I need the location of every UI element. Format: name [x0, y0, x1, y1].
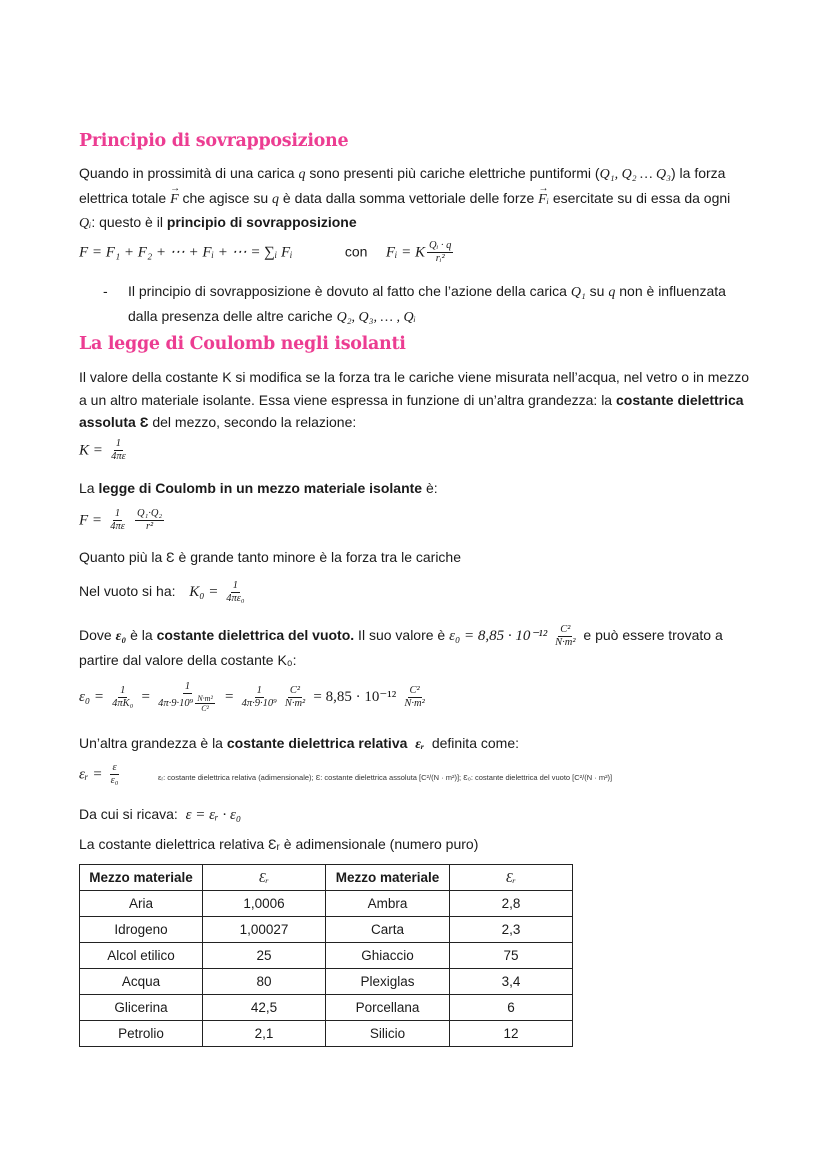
cell: Carta — [326, 917, 450, 943]
table-row — [80, 995, 573, 1021]
epsilon-force-note: Quanto più la Ɛ è grande tanto minore è la forza tra le cariche — [79, 549, 462, 565]
cell: Ghiaccio — [326, 943, 450, 969]
cell: Acqua — [80, 969, 203, 995]
cell: 75 — [450, 943, 573, 969]
cell: Glicerina — [80, 995, 203, 1021]
header-er-1: Ɛᵣ — [203, 865, 326, 891]
cell: 1,00027 — [203, 917, 326, 943]
vacuum-constant: Nel vuoto si ha: K₀ = $\frac{1}{\text{4πε₀}}$ — [79, 580, 245, 604]
superposition-formula: F = F₁ + F₂ + ⋯ + Fᵢ + ⋯ = ∑ᵢ Fᵢ con Fᵢ = K $\frac{\text{Qᵢ · q}}{\text{rᵢ²}}$ — [79, 240, 452, 264]
header-material-1: Mezzo materiale — [80, 865, 203, 891]
permittivity-table — [79, 864, 573, 1047]
cell: Silicio — [326, 1021, 450, 1047]
superposition-bullet: - Il principio di sovrapposizione è dovuto al fatto che l’azione della carica Q₁ su q non è influenzata dalla presenza delle altre cariche Q₂, Q₃, … , Qᵢ — [103, 280, 726, 329]
cell: 80 — [203, 969, 326, 995]
table-header-row — [80, 865, 573, 891]
vacuum-permittivity-paragraph: Dove ε₀ è la costante dielettrica del vuoto. Il suo valore è ε₀ = 8,85 · 10⁻¹² $\frac{\text{C²}}{\text{N·m²}}$ e può essere trovato a partire dal valore della costante K₀: — [79, 624, 723, 668]
section-title-coulomb-insulators: La legge di Coulomb negli isolanti — [79, 334, 406, 354]
bullet-marker: - — [103, 283, 108, 299]
table-row — [80, 917, 573, 943]
header-material-2: Mezzo materiale — [326, 865, 450, 891]
header-er-2: Ɛᵣ — [450, 865, 573, 891]
relative-permittivity-note: εᵣ: costante dielettrica relativa (adimensionale); Ɛ: costante dielettrica assoluta [C²/(N · m²)]; Ɛ₀: costante dielettrica del vuoto [C²/(N · m²)] — [158, 773, 613, 782]
table-row — [80, 969, 573, 995]
cell: 1,0006 — [203, 891, 326, 917]
table-row — [80, 891, 573, 917]
cell: 42,5 — [203, 995, 326, 1021]
dielectric-paragraph: Il valore della costante K si modifica se la forza tra le cariche viene misurata nell’acqua, nel vetro o in mezzo a un altro materiale isolante. Essa viene espressa in funzione di un’altra grandezza: la costante dielettrica assoluta Ɛ del mezzo, secondo la relazione: — [79, 369, 749, 430]
cell: 2,1 — [203, 1021, 326, 1047]
cell: 6 — [450, 995, 573, 1021]
cell: 2,8 — [450, 891, 573, 917]
coulomb-law-intro: La legge di Coulomb in un mezzo materiale isolante è: — [79, 480, 438, 496]
relative-permittivity-formula: εᵣ = $\frac{\varepsilon}{\text{ε₀}}$ — [79, 762, 119, 786]
derive-formula: Da cui si ricava: ε = εᵣ · ε₀ — [79, 806, 242, 823]
table-row — [80, 943, 573, 969]
cell: 2,3 — [450, 917, 573, 943]
cell: Petrolio — [80, 1021, 203, 1047]
cell: Ambra — [326, 891, 450, 917]
section-title-superposition: Principio di sovrapposizione — [79, 131, 349, 151]
table-row — [80, 1021, 573, 1047]
cell: 3,4 — [450, 969, 573, 995]
vacuum-permittivity-derivation: ε₀ = $\frac{1}{\text{4πK₀}}$ = 1 4π·9·10⁹ $\frac{\text{N·m²}}{\text{C²}}$ = $\frac{1}{\text{4π·9·10⁹}}$ $\frac{\text{C²}}{\text{N·m²}}$ = 8,85 · 10⁻¹² $\frac{\text{C²}}{\text{N·m²}}$ — [79, 681, 425, 713]
cell: 12 — [450, 1021, 573, 1047]
superposition-paragraph: Quando in prossimità di una carica q sono presenti più cariche elettriche puntiformi (Q₁, Q₂ … Q₃) la forza elettrica totale → F che agisce su q è data dalla somma vettoriale delle forze → Fᵢ esercitate su di essa da ogni Qᵢ: questo è il principio di sovrapposizione — [79, 162, 730, 236]
dimensionless-note: La costante dielettrica relativa Ɛᵣ è adimensionale (numero puro) — [79, 836, 479, 852]
cell: Plexiglas — [326, 969, 450, 995]
relative-permittivity-intro: Un’altra grandezza è la costante dielettrica relativa εᵣ definita come: — [79, 735, 520, 752]
cell: Alcol etilico — [80, 943, 203, 969]
cell: Aria — [80, 891, 203, 917]
cell: Porcellana — [326, 995, 450, 1021]
cell: Idrogeno — [80, 917, 203, 943]
cell: 25 — [203, 943, 326, 969]
coulomb-law-formula: F = $\frac{1}{4\pi\varepsilon}$ $\frac{\text{Q₁·Q₂}}{\text{r²}}$ — [79, 508, 163, 532]
k-formula: K = $\frac{1}{4\pi\varepsilon}$ — [79, 438, 126, 462]
